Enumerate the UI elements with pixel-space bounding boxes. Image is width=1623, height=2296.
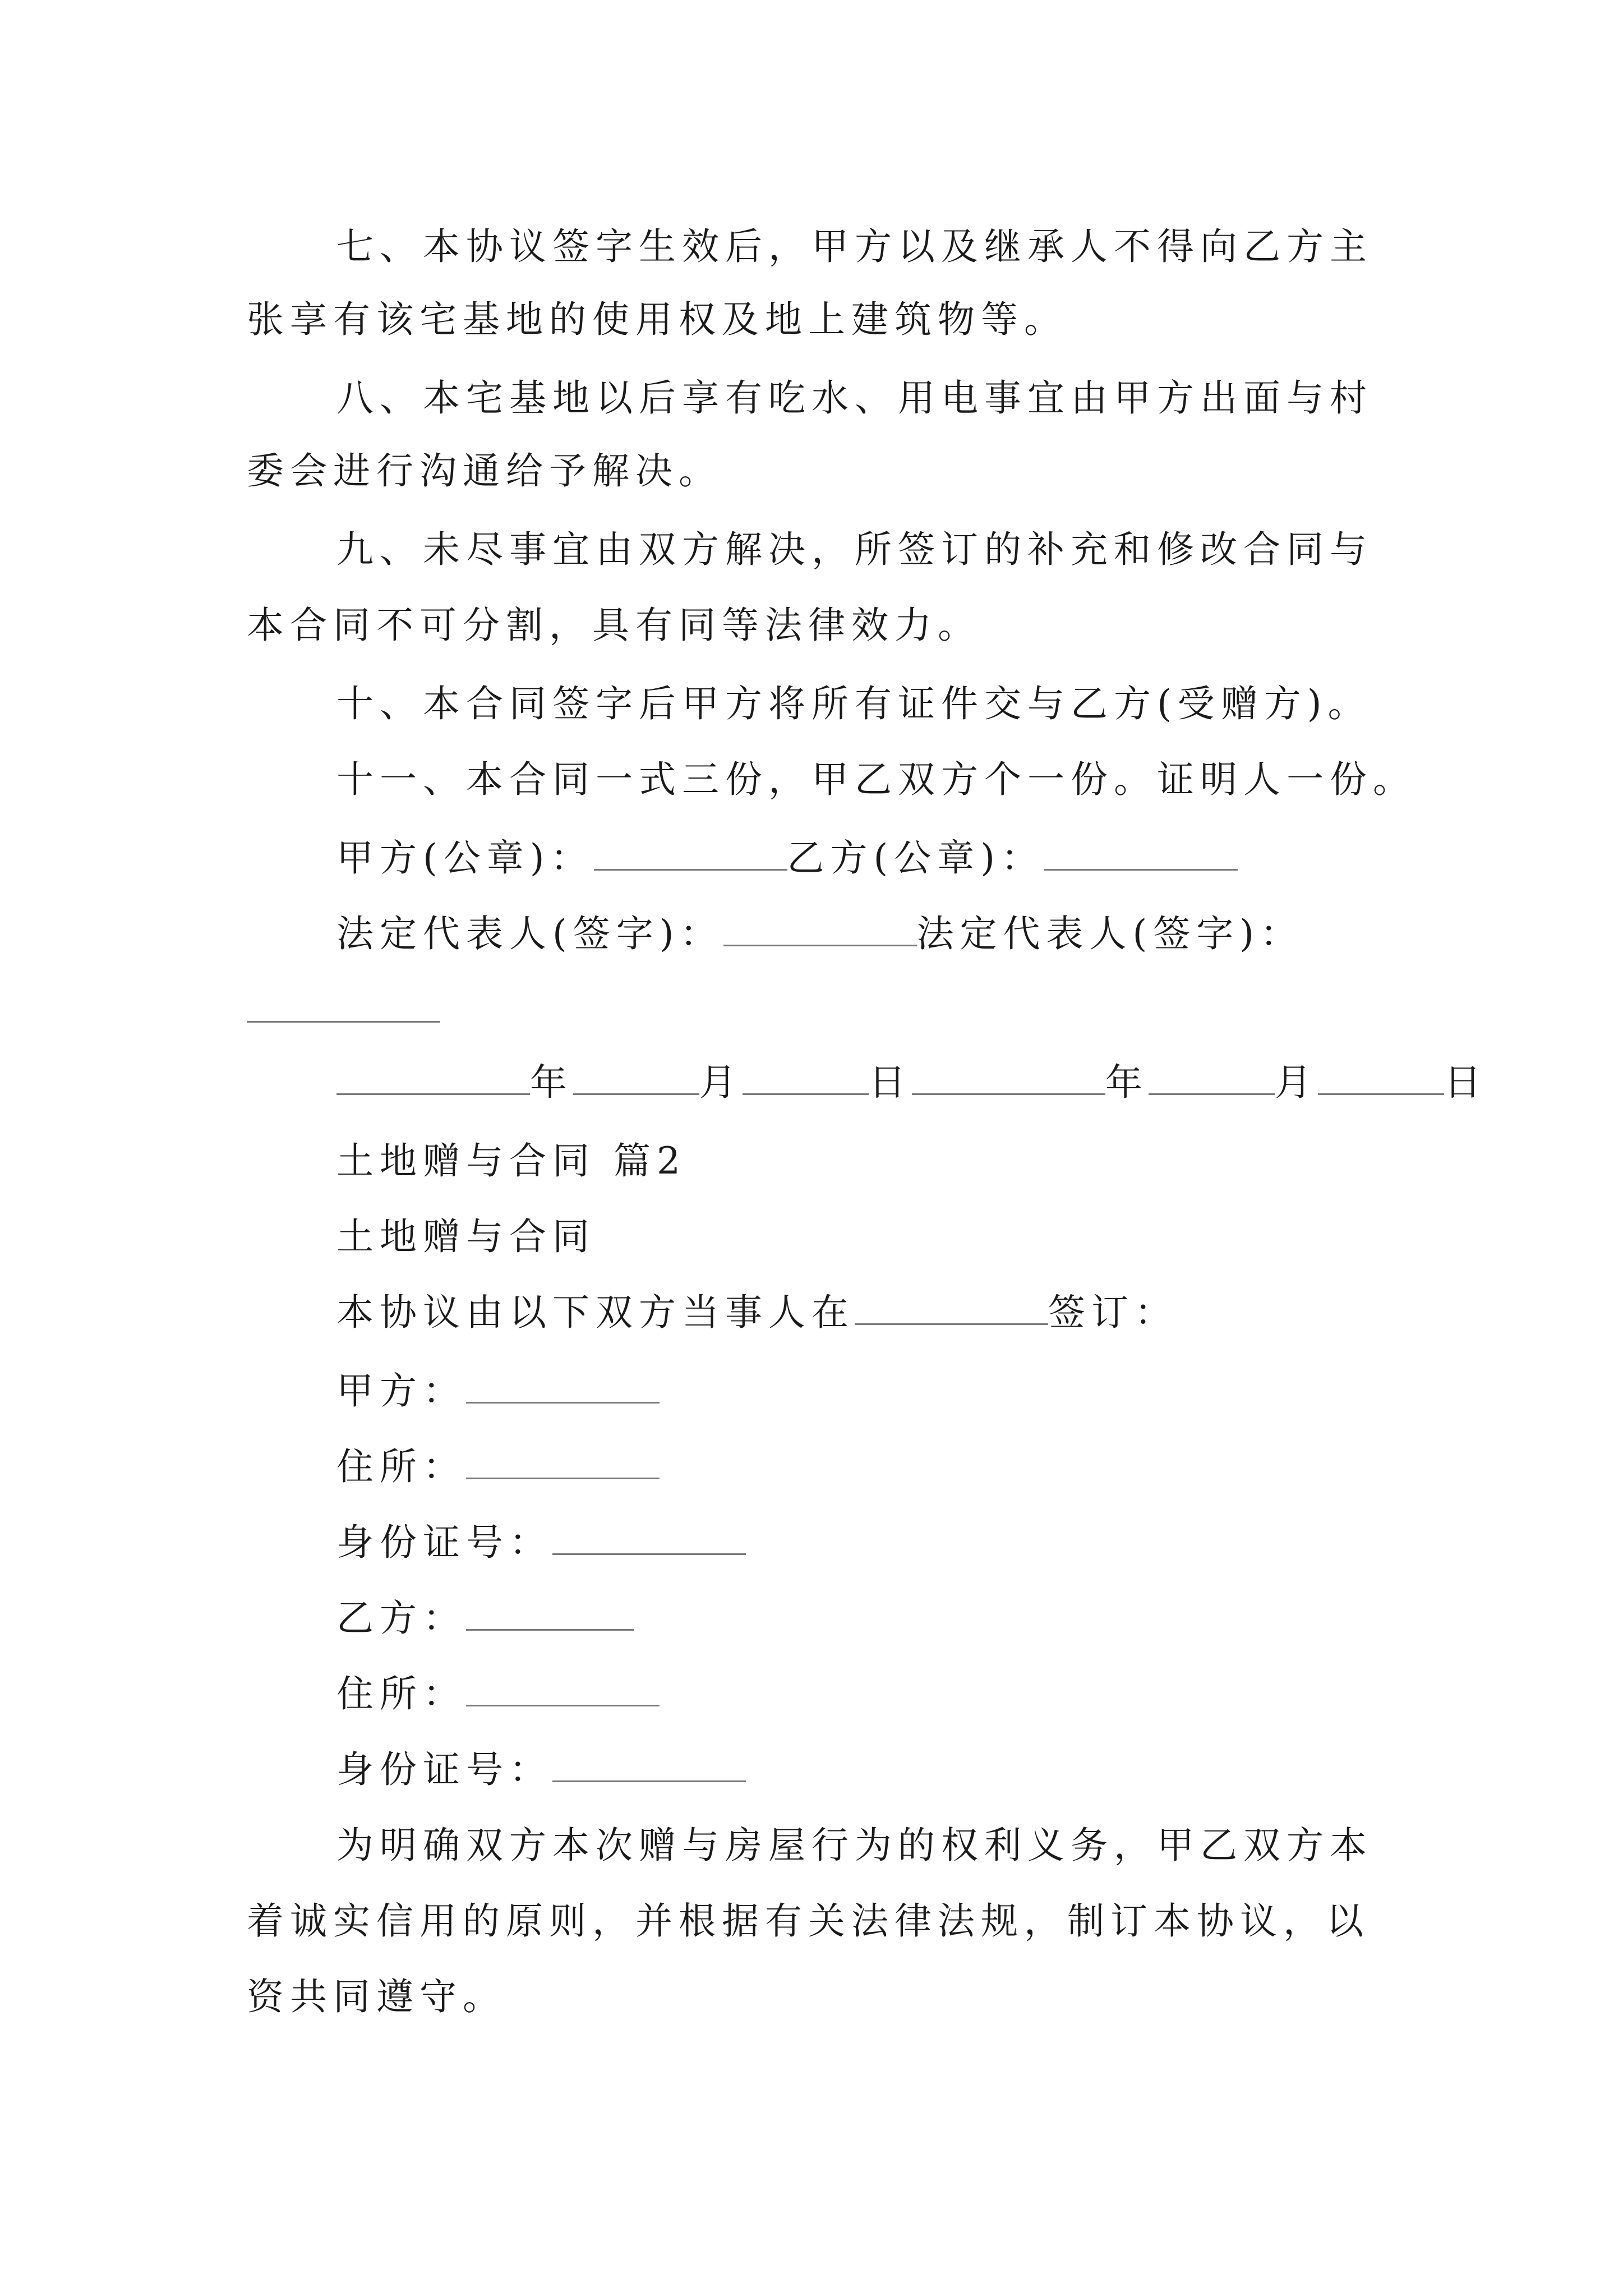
clause-9-line-2: 本合同不可分割，具有同等法律效力。 [247,604,981,647]
party-a-seal-label: 甲方(公章)： [336,836,594,880]
party-b-blank [466,1596,634,1631]
clause-7-line-2: 张享有该宅基地的使用权及地上建筑物等。 [247,298,1067,341]
date-a-day-label: 日 [869,1061,912,1104]
clause-8-line-2: 委会进行沟通给予解决。 [247,449,722,493]
date-b-year-label: 年 [1105,1061,1149,1104]
purpose-line-3: 资共同遵守。 [247,1975,506,2018]
party-b-representative-label: 法定代表人(签字)： [916,912,1303,955]
section-heading: 土地赠与合同 篇2 [336,1139,686,1182]
signing-place-blank [855,1291,1048,1325]
date-b-day-blank [1318,1061,1444,1095]
clause-9-line-1: 九、未尽事宜由双方解决，所签订的补充和修改合同与 [336,528,1373,571]
clause-8-line-1: 八、本宅基地以后享有吃水、用电事宜由甲方出面与村 [336,376,1373,420]
party-b-representative-blank [247,1021,440,1023]
date-b-year-blank [912,1061,1105,1095]
clause-10: 十、本合同签字后甲方将所有证件交与乙方(受赠方)。 [336,682,1371,725]
party-b-line [336,1596,634,1641]
date-b-month-blank [1149,1061,1275,1095]
date-a-year-blank [336,1061,530,1095]
party-a-address-blank [466,1445,660,1479]
date-a-year-label: 年 [530,1061,573,1104]
clause-11: 十一、本合同一式三份，甲乙双方个一份。证明人一份。 [336,758,1416,801]
date-line [336,1060,1487,1105]
party-a-representative-blank [723,912,917,946]
party-a-address-label: 住所： [336,1445,466,1488]
party-b-id-label: 身份证号： [336,1748,552,1791]
party-a-seal-blank [594,836,787,871]
purpose-line-1: 为明确双方本次赠与房屋行为的权利义务，甲乙双方本 [336,1824,1373,1867]
party-a-id-label: 身份证号： [336,1521,552,1564]
signing-place-label: 本协议由以下双方当事人在 [336,1291,855,1334]
party-b-address-blank [466,1672,660,1706]
clause-7-line-1: 七、本协议签字生效后，甲方以及继承人不得向乙方主 [336,225,1373,268]
seal-line [336,836,1238,881]
representative-line [336,912,1303,956]
date-b-day-label: 日 [1444,1061,1487,1104]
signing-label: 签订： [1048,1291,1178,1334]
party-b-seal-label: 乙方(公章)： [787,836,1044,880]
date-b-month-label: 月 [1275,1061,1318,1104]
signing-place-line [336,1290,1178,1335]
purpose-line-2: 着诚实信用的原则，并根据有关法律法规，制订本协议，以 [247,1899,1370,1943]
party-b-address-line [336,1672,660,1717]
party-a-address-line [336,1444,660,1489]
date-a-month-label: 月 [699,1061,743,1104]
party-a-blank [466,1369,660,1404]
contract-title: 土地赠与合同 [336,1215,596,1258]
party-a-id-line [336,1520,746,1565]
party-b-address-label: 住所： [336,1672,466,1715]
party-a-line [336,1369,660,1414]
party-b-id-line [336,1747,746,1792]
party-a-id-blank [552,1521,746,1555]
party-b-label: 乙方： [336,1596,466,1640]
date-a-day-blank [743,1061,869,1095]
date-a-month-blank [573,1061,699,1095]
party-b-seal-blank [1044,836,1238,871]
party-a-label: 甲方： [336,1369,466,1412]
party-a-representative-label: 法定代表人(签字)： [336,912,723,955]
party-b-id-blank [552,1748,746,1782]
